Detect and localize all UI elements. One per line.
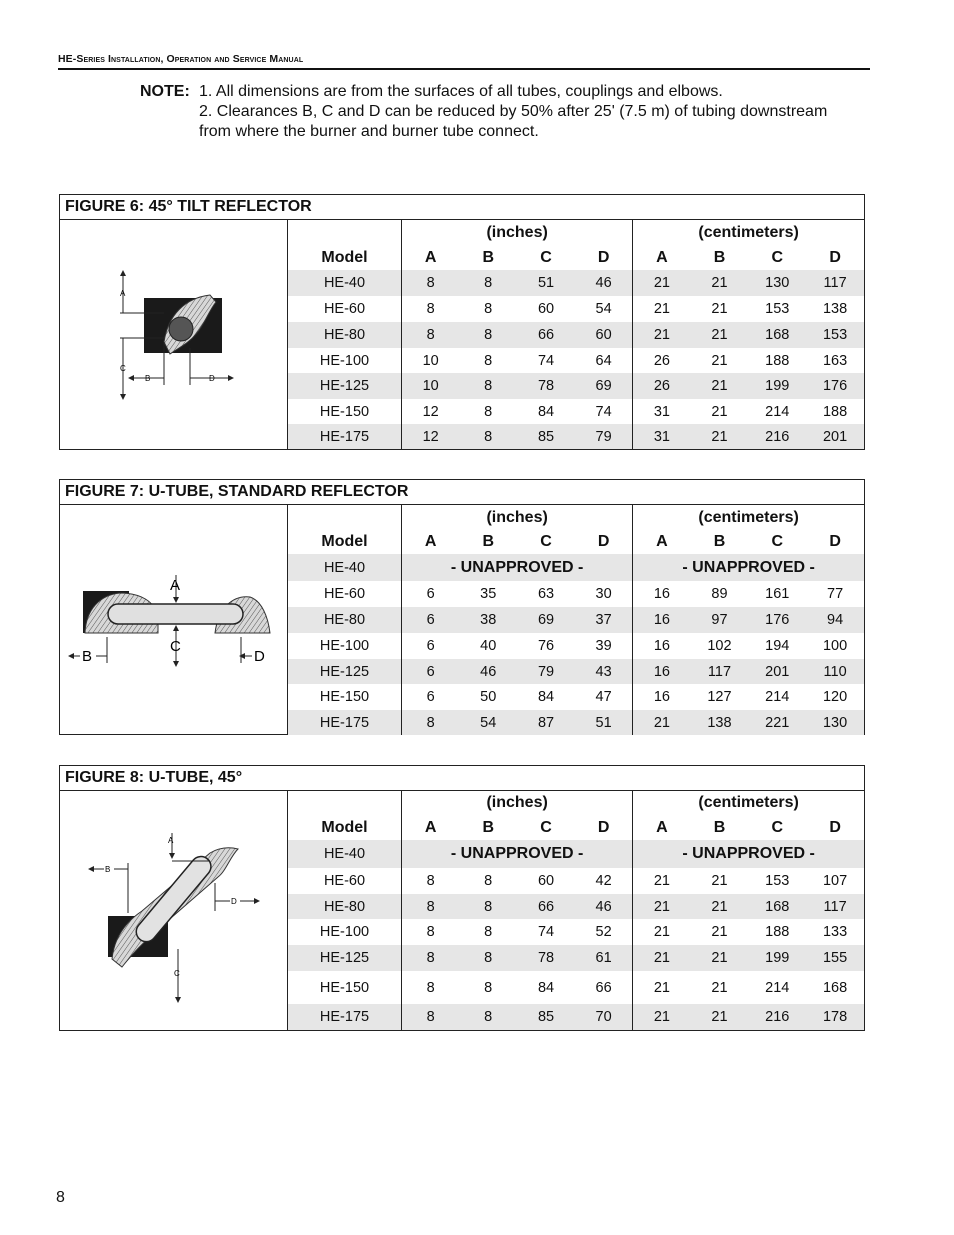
model-cell: HE-100 <box>288 919 402 945</box>
value-cell: 21 <box>691 373 749 399</box>
value-cell: 21 <box>711 301 728 317</box>
dim-label-d: D <box>231 897 237 906</box>
column-header: D <box>575 815 633 840</box>
dim-label-c: C <box>120 364 126 373</box>
table-row <box>288 945 864 971</box>
value-cell: 16 <box>653 638 670 654</box>
table-row <box>288 399 864 424</box>
column-header: C <box>540 533 552 550</box>
value-cell: 199 <box>748 373 806 399</box>
dim-label-c: C <box>174 969 180 978</box>
value-cell: 21 <box>633 894 691 919</box>
value-cell: 46 <box>575 894 633 919</box>
value-cell: 38 <box>459 607 517 633</box>
value-cell: 100 <box>822 638 848 654</box>
value-cell: 21 <box>653 873 670 889</box>
arrow-icon <box>173 625 179 631</box>
value-cell: 60 <box>537 301 555 317</box>
value-cell: 21 <box>691 1004 749 1030</box>
table-row <box>288 581 864 607</box>
arrow-icon <box>175 997 181 1003</box>
value-cell: 188 <box>822 403 848 420</box>
column-header: B <box>713 818 726 836</box>
value-cell: 176 <box>806 373 864 399</box>
clearance-table <box>288 220 864 449</box>
value-cell: 8 <box>459 894 517 919</box>
value-cell: 78 <box>517 373 575 399</box>
value-cell: 74 <box>575 399 633 424</box>
value-cell: 214 <box>765 689 790 705</box>
value-cell: 8 <box>459 322 517 348</box>
column-header: A <box>656 818 668 836</box>
u-tube-standard-illustration <box>60 505 287 734</box>
arrow-icon <box>88 866 94 872</box>
value-cell: 16 <box>633 659 691 684</box>
value-cell: 84 <box>537 979 555 996</box>
arrow-icon <box>68 653 74 659</box>
u-tube-45-diagram <box>60 791 288 1030</box>
value-cell: 85 <box>517 1004 575 1030</box>
value-cell: 78 <box>517 945 575 971</box>
tilt-reflector-diagram <box>60 220 288 449</box>
value-cell: 130 <box>748 270 806 296</box>
value-cell: 161 <box>765 586 790 602</box>
value-cell: 16 <box>653 689 670 705</box>
model-cell: HE-175 <box>288 1004 402 1030</box>
value-cell: 102 <box>707 638 732 654</box>
column-header: C <box>540 248 552 266</box>
value-cell: 8 <box>459 424 517 449</box>
value-cell: 31 <box>633 424 691 449</box>
value-cell: 21 <box>711 403 728 420</box>
table-row <box>288 322 864 348</box>
column-header: B <box>482 248 494 266</box>
value-cell: 21 <box>633 1004 691 1030</box>
note-line-2: 2. Clearances B, C and D can be reduced by 50% after 25' (7.5 m) of tubing downstream <box>199 103 828 120</box>
model-cell: HE-175 <box>288 424 402 449</box>
model-cell: HE-150 <box>288 971 402 1004</box>
dim-label-a: A <box>168 836 174 845</box>
value-cell: 6 <box>426 638 435 654</box>
table-row <box>288 1004 864 1030</box>
column-header: A <box>656 248 668 266</box>
value-cell: 117 <box>806 894 864 919</box>
value-cell: 8 <box>402 710 460 735</box>
value-cell: 6 <box>402 607 460 633</box>
dim-label-c: C <box>170 638 181 655</box>
figure-title: FIGURE 8: U-TUBE, 45° <box>60 766 864 791</box>
table-row <box>288 840 864 868</box>
model-cell: HE-40 <box>288 270 402 296</box>
value-cell: 66 <box>575 971 633 1004</box>
figure-6-tilt-reflector <box>59 194 865 450</box>
model-cell: HE-60 <box>288 296 402 322</box>
arrow-icon <box>173 661 179 667</box>
arrow-icon <box>239 653 245 659</box>
model-cell: HE-40 <box>288 554 402 581</box>
value-cell: 6 <box>426 586 435 602</box>
value-cell: 8 <box>426 979 435 996</box>
column-header: D <box>575 245 633 270</box>
value-cell: 8 <box>402 270 460 296</box>
value-cell: 138 <box>822 301 848 317</box>
value-cell: 84 <box>537 689 555 705</box>
column-header: Model <box>288 815 402 840</box>
column-header: C <box>771 818 784 836</box>
column-header: A <box>424 248 437 266</box>
value-cell: 87 <box>517 710 575 735</box>
table-row <box>288 554 864 581</box>
value-cell: 216 <box>748 424 806 449</box>
column-header: B <box>713 248 726 266</box>
model-cell: HE-40 <box>288 840 402 868</box>
value-cell: 153 <box>765 301 790 317</box>
column-header: D <box>575 530 633 554</box>
value-cell: 8 <box>484 873 493 889</box>
value-cell: 79 <box>517 659 575 684</box>
value-cell: 8 <box>402 945 460 971</box>
model-cell: HE-80 <box>288 322 402 348</box>
value-cell: 60 <box>575 322 633 348</box>
u-tube <box>108 604 243 624</box>
page-number: 8 <box>56 1189 65 1206</box>
unapproved-inches: - UNAPPROVED - <box>402 840 633 868</box>
value-cell: 66 <box>517 894 575 919</box>
figure-title: FIGURE 6: 45° TILT REFLECTOR <box>60 195 864 220</box>
value-cell: 8 <box>484 924 493 940</box>
value-cell: 46 <box>575 270 633 296</box>
column-header: D <box>829 248 841 266</box>
note-line-3: from where the burner and burner tube connect. <box>199 123 539 140</box>
value-cell: 168 <box>822 979 848 996</box>
value-cell: 21 <box>653 301 670 317</box>
value-cell: 21 <box>691 945 749 971</box>
tube-circle <box>169 317 193 341</box>
value-cell: 40 <box>480 638 497 654</box>
table-row <box>288 270 864 296</box>
group-header-row <box>288 220 864 245</box>
value-cell: 21 <box>691 424 749 449</box>
value-cell: 214 <box>765 403 790 420</box>
value-cell: 117 <box>806 270 864 296</box>
value-cell: 107 <box>822 873 848 889</box>
value-cell: 16 <box>633 607 691 633</box>
group-inches-label: (inches) <box>402 220 633 245</box>
u-tube-45-illustration <box>60 791 287 1030</box>
value-cell: 47 <box>575 684 633 710</box>
table-row <box>288 971 864 1004</box>
column-header: D <box>829 818 841 836</box>
group-cm-label: (centimeters) <box>698 794 799 811</box>
value-cell: 21 <box>711 924 728 940</box>
model-cell: HE-175 <box>288 710 402 735</box>
arrow-icon <box>173 597 179 603</box>
value-cell: 84 <box>537 403 555 420</box>
note-body <box>199 82 879 142</box>
tilt-reflector-illustration <box>60 220 287 449</box>
value-cell: 52 <box>575 919 633 945</box>
note-label: NOTE: <box>140 83 190 100</box>
value-cell: 16 <box>653 586 670 602</box>
clearance-table <box>288 791 864 1030</box>
value-cell: 155 <box>806 945 864 971</box>
value-cell: 110 <box>806 659 864 684</box>
value-cell: 12 <box>402 424 460 449</box>
model-cell: HE-100 <box>288 348 402 373</box>
value-cell: 51 <box>517 270 575 296</box>
column-header: B <box>482 818 494 836</box>
column-header: A <box>656 533 668 550</box>
value-cell: 35 <box>480 586 497 602</box>
value-cell: 6 <box>402 659 460 684</box>
value-cell: 10 <box>422 352 439 369</box>
column-header: A <box>424 818 437 836</box>
table-row <box>288 373 864 399</box>
value-cell: 26 <box>653 352 670 369</box>
column-header: C <box>540 818 552 836</box>
value-cell: 26 <box>633 373 691 399</box>
value-cell: 216 <box>748 1004 806 1030</box>
figure-7-u-tube-standard <box>59 479 865 735</box>
value-cell: 21 <box>633 322 691 348</box>
value-cell: 163 <box>822 352 848 369</box>
column-header: B <box>482 533 494 550</box>
value-cell: 8 <box>459 1004 517 1030</box>
value-cell: 50 <box>480 689 497 705</box>
column-header: C <box>771 248 784 266</box>
value-cell: 138 <box>691 710 749 735</box>
arrow-icon <box>228 375 234 381</box>
value-cell: 21 <box>633 270 691 296</box>
value-cell: 54 <box>459 710 517 735</box>
value-cell: 176 <box>748 607 806 633</box>
arrow-icon <box>128 375 134 381</box>
table-row <box>288 348 864 373</box>
value-cell: 61 <box>575 945 633 971</box>
value-cell: 46 <box>459 659 517 684</box>
value-cell: 8 <box>484 979 493 996</box>
table-row <box>288 607 864 633</box>
value-cell: 133 <box>822 924 848 940</box>
value-cell: 85 <box>517 424 575 449</box>
angled-tube <box>132 852 215 945</box>
value-cell: 130 <box>806 710 864 735</box>
arrow-icon <box>169 853 175 859</box>
value-cell: 51 <box>575 710 633 735</box>
value-cell: 201 <box>806 424 864 449</box>
model-cell: HE-80 <box>288 607 402 633</box>
group-inches-label: (inches) <box>402 791 633 815</box>
value-cell: 199 <box>748 945 806 971</box>
value-cell: 94 <box>806 607 864 633</box>
value-cell: 168 <box>748 322 806 348</box>
value-cell: 43 <box>575 659 633 684</box>
value-cell: 178 <box>806 1004 864 1030</box>
column-header-row <box>288 815 864 840</box>
value-cell: 188 <box>765 352 790 369</box>
value-cell: 8 <box>426 301 435 317</box>
clearance-table <box>288 505 864 734</box>
value-cell: 214 <box>765 979 790 996</box>
group-cm-label: (centimeters) <box>698 508 799 526</box>
value-cell: 60 <box>537 873 555 889</box>
figure-8-u-tube-45 <box>59 765 865 1031</box>
group-header-row <box>288 505 864 530</box>
column-header: B <box>713 533 726 550</box>
column-header: Model <box>288 530 402 554</box>
arrow-icon <box>120 394 126 400</box>
value-cell: 168 <box>748 894 806 919</box>
table-row <box>288 919 864 945</box>
value-cell: 21 <box>653 924 670 940</box>
value-cell: 97 <box>691 607 749 633</box>
value-cell: 194 <box>765 638 790 654</box>
group-cm-label: (centimeters) <box>698 223 799 241</box>
value-cell: 21 <box>711 873 728 889</box>
value-cell: 12 <box>422 403 439 420</box>
value-cell: 21 <box>691 270 749 296</box>
value-cell: 8 <box>459 373 517 399</box>
value-cell: 21 <box>711 352 728 369</box>
column-header: A <box>424 533 437 550</box>
value-cell: 6 <box>426 689 435 705</box>
value-cell: 21 <box>691 322 749 348</box>
column-header-row <box>288 530 864 554</box>
dim-label-b: B <box>145 374 151 383</box>
value-cell: 69 <box>517 607 575 633</box>
value-cell: 63 <box>537 586 555 602</box>
table-row <box>288 633 864 659</box>
model-cell: HE-150 <box>288 684 402 710</box>
value-cell: 42 <box>575 868 633 894</box>
unapproved-cm: - UNAPPROVED - <box>633 840 864 868</box>
arrow-icon <box>254 898 260 904</box>
value-cell: 21 <box>711 979 728 996</box>
model-cell: HE-80 <box>288 894 402 919</box>
value-cell: 8 <box>484 301 493 317</box>
table-row <box>288 710 864 735</box>
note-line-1: 1. All dimensions are from the surfaces of all tubes, couplings and elbows. <box>199 83 723 100</box>
header-rule <box>58 68 870 70</box>
value-cell: 8 <box>402 322 460 348</box>
u-tube-standard-diagram <box>60 505 288 734</box>
tube-group <box>132 852 215 945</box>
model-cell: HE-100 <box>288 633 402 659</box>
unapproved-cm: - UNAPPROVED - <box>633 554 864 581</box>
value-cell: 8 <box>402 894 460 919</box>
figure-title: FIGURE 7: U-TUBE, STANDARD REFLECTOR <box>60 480 864 505</box>
blank-cell <box>288 505 402 530</box>
value-cell: 54 <box>575 296 633 322</box>
value-cell: 21 <box>653 979 670 996</box>
group-header-row <box>288 791 864 815</box>
value-cell: 21 <box>691 894 749 919</box>
value-cell: 153 <box>806 322 864 348</box>
unapproved-inches: - UNAPPROVED - <box>402 554 633 581</box>
value-cell: 10 <box>402 373 460 399</box>
table-row <box>288 868 864 894</box>
blank-cell <box>288 791 402 815</box>
value-cell: 8 <box>484 403 493 420</box>
column-header: C <box>771 533 784 550</box>
value-cell: 153 <box>765 873 790 889</box>
value-cell: 31 <box>653 403 670 420</box>
value-cell: 21 <box>633 945 691 971</box>
value-cell: 221 <box>748 710 806 735</box>
value-cell: 120 <box>822 689 848 705</box>
value-cell: 117 <box>691 659 749 684</box>
blank-cell <box>288 220 402 245</box>
model-cell: HE-60 <box>288 868 402 894</box>
value-cell: 69 <box>575 373 633 399</box>
arrow-icon <box>120 270 126 276</box>
value-cell: 76 <box>537 638 555 654</box>
value-cell: 8 <box>402 1004 460 1030</box>
table-row <box>288 424 864 449</box>
model-cell: HE-125 <box>288 659 402 684</box>
value-cell: 8 <box>484 352 493 369</box>
group-inches-label: (inches) <box>402 505 633 530</box>
manual-header-title: HE-Series Installation, Operation and Service Manual <box>58 53 304 65</box>
value-cell: 8 <box>459 945 517 971</box>
model-cell: HE-125 <box>288 373 402 399</box>
value-cell: 66 <box>517 322 575 348</box>
column-header-row <box>288 245 864 270</box>
value-cell: 77 <box>827 586 844 602</box>
table-row <box>288 659 864 684</box>
dim-label-d: D <box>254 648 265 665</box>
value-cell: 8 <box>459 270 517 296</box>
column-header: Model <box>288 245 402 270</box>
value-cell: 8 <box>426 873 435 889</box>
table-row <box>288 684 864 710</box>
dim-label-a: A <box>170 577 181 594</box>
value-cell: 8 <box>426 924 435 940</box>
value-cell: 74 <box>537 352 555 369</box>
table-row <box>288 894 864 919</box>
model-cell: HE-60 <box>288 581 402 607</box>
model-cell: HE-150 <box>288 399 402 424</box>
dim-label-a: A <box>120 289 126 298</box>
dim-label-d: D <box>209 374 215 383</box>
value-cell: 70 <box>575 1004 633 1030</box>
value-cell: 188 <box>765 924 790 940</box>
dim-label-b: B <box>105 865 111 874</box>
value-cell: 39 <box>575 633 633 659</box>
value-cell: 89 <box>711 586 728 602</box>
value-cell: 79 <box>575 424 633 449</box>
value-cell: 127 <box>707 689 732 705</box>
value-cell: 64 <box>575 348 633 373</box>
value-cell: 30 <box>575 581 633 607</box>
value-cell: 74 <box>537 924 555 940</box>
model-cell: HE-125 <box>288 945 402 971</box>
value-cell: 21 <box>633 710 691 735</box>
dim-label-b: B <box>82 648 93 665</box>
value-cell: 37 <box>575 607 633 633</box>
column-header: D <box>829 533 841 550</box>
value-cell: 201 <box>748 659 806 684</box>
table-row <box>288 296 864 322</box>
